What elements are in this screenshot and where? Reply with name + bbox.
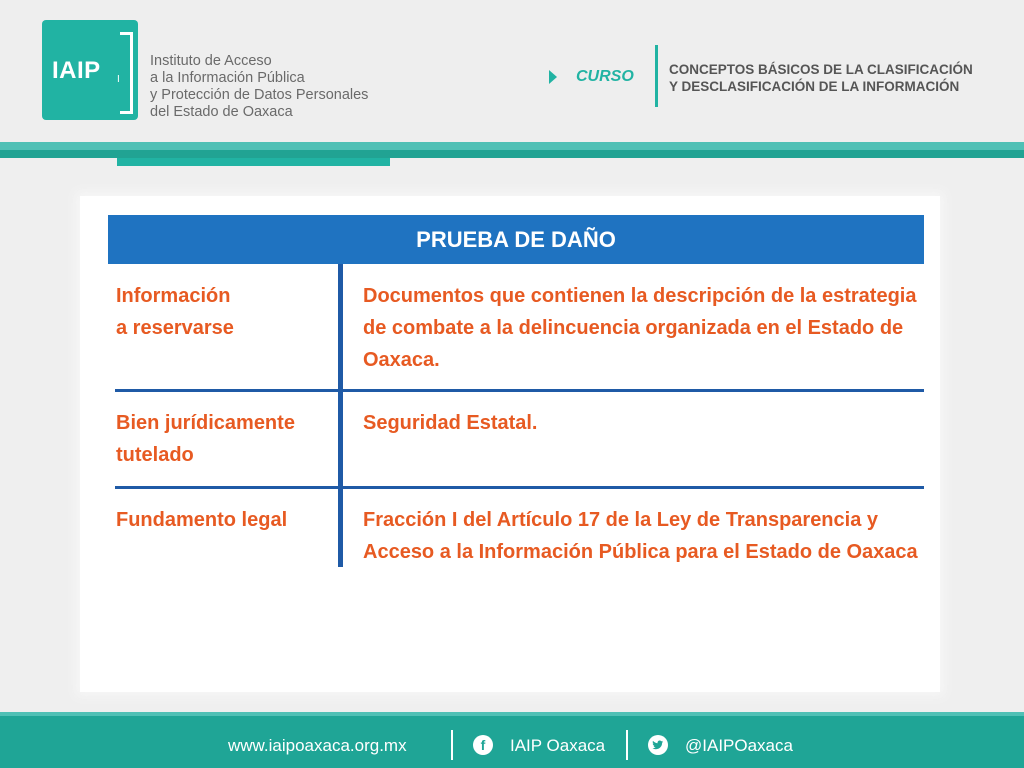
play-arrow-icon — [549, 70, 557, 84]
row-label-line: a reservarse — [116, 317, 234, 339]
website-link[interactable]: www.iaipoaxaca.org.mx — [228, 736, 407, 755]
twitter-bird-icon — [648, 735, 668, 755]
header-stripe — [0, 142, 1024, 150]
table-title: PRUEBA DE DAÑO — [108, 215, 924, 264]
row-value-line: Seguridad Estatal. — [363, 412, 538, 434]
iaip-logo — [42, 20, 138, 120]
row-divider — [115, 389, 924, 392]
footer-divider — [451, 730, 453, 760]
row-value-informacion — [363, 280, 923, 376]
header-accent-bar — [117, 158, 390, 166]
logo-text: IAIP — [52, 57, 101, 84]
course-title-line: CONCEPTOS BÁSICOS DE LA CLASIFICACIÓN — [669, 62, 973, 77]
row-value-line: de combate a la delincuencia organizada en el Estado de — [363, 317, 904, 339]
facebook-icon[interactable]: f — [473, 735, 493, 755]
institute-name-line: del Estado de Oaxaca — [150, 104, 293, 120]
twitter-link[interactable]: @IAIPOaxaca — [685, 736, 793, 755]
logo-mark: I — [117, 74, 120, 85]
course-title-line: Y DESCLASIFICACIÓN DE LA INFORMACIÓN — [669, 79, 960, 94]
row-label-line: tutelado — [116, 444, 194, 466]
row-divider — [115, 486, 924, 489]
institute-name-line: Instituto de Acceso — [150, 53, 272, 69]
row-value-bien — [363, 407, 923, 439]
column-divider — [338, 264, 343, 567]
row-label-line: Bien jurídicamente — [116, 412, 295, 434]
row-label-line: Información — [116, 285, 231, 307]
footer-divider — [626, 730, 628, 760]
row-label-line: Fundamento legal — [116, 509, 288, 531]
row-value-fundamento — [363, 504, 923, 568]
row-value-line: Acceso a la Información Pública para el Estado de Oaxaca — [363, 541, 918, 563]
row-value-line: Documentos que contienen la descripción de la estrategia — [363, 285, 917, 307]
logo-door-icon — [120, 32, 133, 114]
header-stripe — [0, 150, 1024, 158]
row-value-line: Fracción I del Artículo 17 de la Ley de Transparencia y — [363, 509, 879, 531]
row-label-informacion — [116, 280, 234, 344]
header-divider — [655, 45, 658, 107]
institute-name — [150, 53, 368, 121]
institute-name-line: a la Información Pública — [150, 70, 305, 86]
institute-name-line: y Protección de Datos Personales — [150, 87, 369, 103]
row-label-bien — [116, 407, 295, 471]
header — [0, 0, 1024, 142]
row-value-line: Oaxaca. — [363, 349, 440, 371]
course-title — [669, 61, 973, 95]
row-label-fundamento — [116, 504, 287, 536]
twitter-icon[interactable] — [648, 735, 668, 755]
facebook-link[interactable]: IAIP Oaxaca — [510, 736, 606, 755]
course-label: CURSO — [576, 68, 634, 85]
